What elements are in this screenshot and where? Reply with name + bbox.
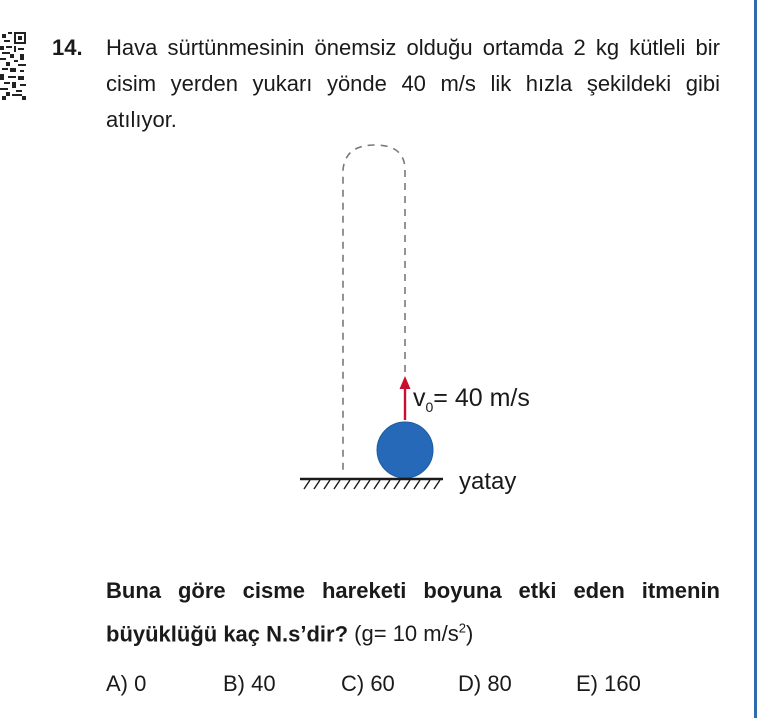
velocity-arrow-head — [400, 376, 411, 389]
given-gravity: (g= 10 $m/s^2$) — [354, 621, 474, 647]
qr-code — [0, 30, 30, 102]
question-prompt-bold: Buna göre cisme hareketi boyuna etki eden itmenin büyüklüğü kaç N.s’dir? — [106, 578, 720, 647]
right-margin-rule — [754, 0, 757, 718]
ground-hatching — [304, 480, 440, 489]
question-stem: Hava sürtünmesinin önemsiz olduğu ortamda 2 kg kütleli bir cisim yerden yukarı yönde 40 m/s lik hızla şekildeki gibi atılıyor. — [106, 35, 720, 132]
projectile-diagram — [295, 140, 545, 500]
choice-d[interactable]: D) 80 — [458, 671, 512, 696]
qr-code-icon — [0, 30, 30, 102]
question-prompt — [106, 572, 720, 653]
choice-a[interactable]: A) 0 — [106, 671, 147, 696]
ground-label: yatay — [459, 468, 517, 495]
projectile-figure — [295, 140, 545, 500]
answer-choices — [106, 666, 720, 702]
velocity-label: $v_0= 40$ m/s — [413, 384, 530, 415]
question-number: 14. — [52, 35, 83, 60]
choice-e[interactable]: E) 160 — [576, 671, 641, 696]
choice-b[interactable]: B) 40 — [223, 671, 276, 696]
choice-c[interactable]: C) 60 — [341, 671, 395, 696]
ball — [377, 422, 433, 478]
